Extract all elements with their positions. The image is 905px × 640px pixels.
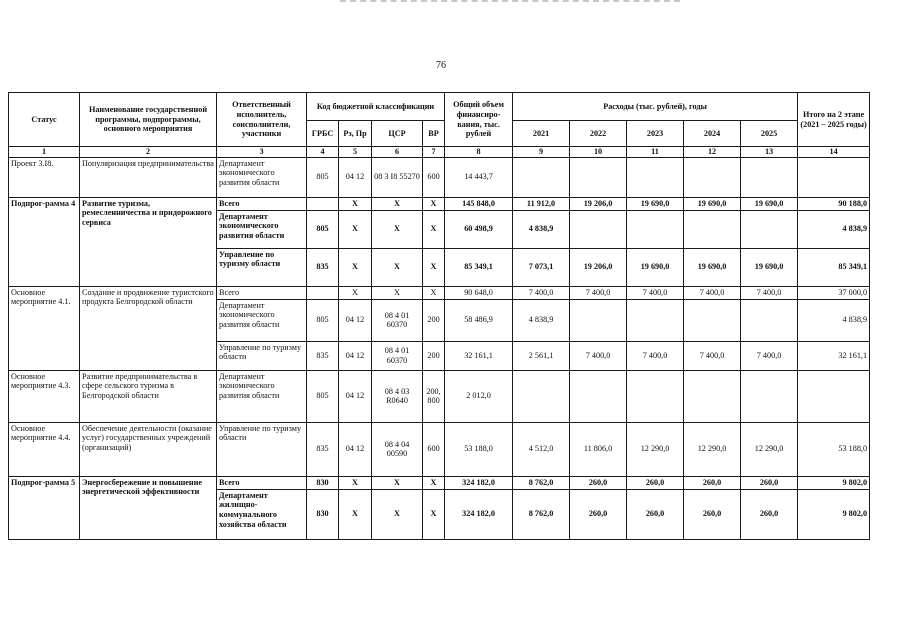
- cell-2025: 19 690,0: [741, 197, 798, 210]
- cell-total: 2 012,0: [445, 370, 513, 422]
- column-number: 2: [80, 147, 217, 158]
- cell-vr: X: [423, 476, 445, 489]
- row-responsible: Управление по туризму области: [217, 248, 307, 286]
- row-responsible: Всего: [217, 197, 307, 210]
- cell-rzpr: X: [339, 197, 372, 210]
- row-name: Развитие туризма, ремесленничества и придорожного сервиса: [80, 197, 217, 286]
- cell-2024: 260,0: [684, 476, 741, 489]
- header-year: 2023: [627, 121, 684, 147]
- cell-vr: 200, 800: [423, 370, 445, 422]
- cell-2023: [627, 299, 684, 341]
- cell-2025: 7 400,0: [741, 286, 798, 299]
- cell-2023: 260,0: [627, 489, 684, 539]
- cell-2022: [570, 210, 627, 248]
- cell-rzpr: X: [339, 286, 372, 299]
- cell-csr: X: [372, 197, 423, 210]
- cell-grbs: [307, 197, 339, 210]
- cell-2021: 8 762,0: [513, 489, 570, 539]
- cell-2021: 8 762,0: [513, 476, 570, 489]
- cell-rzpr: X: [339, 476, 372, 489]
- cell-2025: 260,0: [741, 476, 798, 489]
- column-number: 13: [741, 147, 798, 158]
- cell-grbs: 830: [307, 476, 339, 489]
- cell-rzpr: 04 12: [339, 299, 372, 341]
- cell-2025: [741, 157, 798, 197]
- cell-2023: 19 690,0: [627, 248, 684, 286]
- cell-2023: 19 690,0: [627, 197, 684, 210]
- cell-grbs: 835: [307, 422, 339, 476]
- cell-csr: X: [372, 210, 423, 248]
- cell-2022: 11 806,0: [570, 422, 627, 476]
- cell-total: 58 486,9: [445, 299, 513, 341]
- cell-2022: 260,0: [570, 489, 627, 539]
- cell-vr: X: [423, 197, 445, 210]
- column-number: 11: [627, 147, 684, 158]
- row-status: Основное мероприятие 4.3.: [9, 370, 80, 422]
- cell-csr: 08 4 01 60370: [372, 341, 423, 370]
- cell-total: 324 182,0: [445, 476, 513, 489]
- cell-2024: [684, 370, 741, 422]
- cell-vr: X: [423, 210, 445, 248]
- cell-vr: 200: [423, 299, 445, 341]
- cell-2025: 19 690,0: [741, 248, 798, 286]
- cell-2021: 7 073,1: [513, 248, 570, 286]
- row-responsible: Всего: [217, 286, 307, 299]
- table-row: [9, 197, 870, 210]
- header-year: 2022: [570, 121, 627, 147]
- cell-total: 90 648,0: [445, 286, 513, 299]
- cell-stage-total: 90 188,0: [798, 197, 870, 210]
- cell-stage-total: 37 000,0: [798, 286, 870, 299]
- cell-2025: [741, 299, 798, 341]
- row-name: Развитие предпринимательства в сфере сельского туризма в Белгородской области: [80, 370, 217, 422]
- column-number: 3: [217, 147, 307, 158]
- cell-2023: [627, 157, 684, 197]
- cell-2023: 7 400,0: [627, 286, 684, 299]
- cell-rzpr: X: [339, 248, 372, 286]
- cell-2025: 7 400,0: [741, 341, 798, 370]
- table-row: [9, 157, 870, 197]
- cell-total: 324 182,0: [445, 489, 513, 539]
- column-number: 5: [339, 147, 372, 158]
- header-vr: ВР: [423, 121, 445, 147]
- header-year: 2021: [513, 121, 570, 147]
- cell-csr: X: [372, 489, 423, 539]
- cell-2021: [513, 370, 570, 422]
- cell-csr: 08 4 03 R0640: [372, 370, 423, 422]
- cell-csr: 08 4 01 60370: [372, 299, 423, 341]
- row-responsible: Управление по туризму области: [217, 341, 307, 370]
- cell-2022: [570, 370, 627, 422]
- row-name: Обеспечение деятельности (оказание услуг) государственных учреждений (организаций): [80, 422, 217, 476]
- header-csr: ЦСР: [372, 121, 423, 147]
- cell-total: 14 443,7: [445, 157, 513, 197]
- table-row: [9, 286, 870, 299]
- row-responsible: Управление по туризму области: [217, 422, 307, 476]
- cell-grbs: [307, 286, 339, 299]
- cell-csr: 08 4 04 00590: [372, 422, 423, 476]
- cell-2021: 2 561,1: [513, 341, 570, 370]
- cell-2025: [741, 370, 798, 422]
- header-grbs: ГРБС: [307, 121, 339, 147]
- row-name: Создание и продвижение туристского продукта Белгородской области: [80, 286, 217, 370]
- cell-2021: 4 838,9: [513, 210, 570, 248]
- cell-2024: 7 400,0: [684, 341, 741, 370]
- row-responsible: Департамент экономического развития области: [217, 370, 307, 422]
- cell-vr: X: [423, 286, 445, 299]
- row-responsible: Департамент экономического развития области: [217, 210, 307, 248]
- cell-total: 53 188,0: [445, 422, 513, 476]
- cell-2023: 12 290,0: [627, 422, 684, 476]
- cell-grbs: 805: [307, 299, 339, 341]
- cell-stage-total: [798, 157, 870, 197]
- row-status: Основное мероприятие 4.4.: [9, 422, 80, 476]
- cell-grbs: 805: [307, 157, 339, 197]
- cell-rzpr: 04 12: [339, 157, 372, 197]
- cell-vr: 600: [423, 422, 445, 476]
- cell-2024: [684, 299, 741, 341]
- cell-csr: X: [372, 476, 423, 489]
- table-row: [9, 476, 870, 489]
- cell-grbs: 835: [307, 341, 339, 370]
- row-status: Подпрог-рамма 4: [9, 197, 80, 286]
- row-status: Основное мероприятие 4.1.: [9, 286, 80, 370]
- cell-2025: 12 290,0: [741, 422, 798, 476]
- header-stage-total: Итого на 2 этапе (2021 – 2025 годы): [798, 93, 870, 147]
- row-status: Подпрог-рамма 5: [9, 476, 80, 539]
- header-responsible: Ответственный исполнитель, соисполнители, участники: [217, 93, 307, 147]
- cell-stage-total: 9 802,0: [798, 489, 870, 539]
- cell-total: 60 498,9: [445, 210, 513, 248]
- cell-stage-total: 53 188,0: [798, 422, 870, 476]
- table-row: [9, 370, 870, 422]
- cell-2024: 7 400,0: [684, 286, 741, 299]
- cell-grbs: 830: [307, 489, 339, 539]
- table-row: [9, 422, 870, 476]
- cell-csr: X: [372, 286, 423, 299]
- header-year: 2025: [741, 121, 798, 147]
- cell-stage-total: 9 802,0: [798, 476, 870, 489]
- cell-stage-total: 85 349,1: [798, 248, 870, 286]
- cell-2025: [741, 210, 798, 248]
- cell-2023: 260,0: [627, 476, 684, 489]
- header-year: 2024: [684, 121, 741, 147]
- cell-2022: 19 206,0: [570, 197, 627, 210]
- cell-vr: X: [423, 489, 445, 539]
- cell-2021: [513, 157, 570, 197]
- cell-stage-total: 32 161,1: [798, 341, 870, 370]
- cell-vr: 200: [423, 341, 445, 370]
- header-total-volume: Общий объем финансиро-вания, тыс. рублей: [445, 93, 513, 147]
- column-number: 6: [372, 147, 423, 158]
- cell-2024: 260,0: [684, 489, 741, 539]
- row-responsible: Департамент экономического развития области: [217, 157, 307, 197]
- cell-stage-total: 4 838,9: [798, 210, 870, 248]
- cell-rzpr: X: [339, 489, 372, 539]
- cell-2024: 19 690,0: [684, 248, 741, 286]
- cell-2021: 7 400,0: [513, 286, 570, 299]
- cell-2022: [570, 299, 627, 341]
- cell-rzpr: 04 12: [339, 422, 372, 476]
- cell-total: 85 349,1: [445, 248, 513, 286]
- cell-2022: 7 400,0: [570, 286, 627, 299]
- cell-stage-total: 4 838,9: [798, 299, 870, 341]
- row-name: Популяризация предпринимательства: [80, 157, 217, 197]
- cell-2024: [684, 157, 741, 197]
- cell-2023: [627, 210, 684, 248]
- cell-rzpr: 04 12: [339, 370, 372, 422]
- column-number: 4: [307, 147, 339, 158]
- cell-csr: X: [372, 248, 423, 286]
- cell-csr: 08 3 I8 55270: [372, 157, 423, 197]
- cell-stage-total: [798, 370, 870, 422]
- column-number: 1: [9, 147, 80, 158]
- cell-2022: 19 206,0: [570, 248, 627, 286]
- column-number: 7: [423, 147, 445, 158]
- row-name: Энергосбережение и повышение энергетической эффективности: [80, 476, 217, 539]
- scan-artifact-top: [340, 0, 680, 5]
- cell-total: 145 848,0: [445, 197, 513, 210]
- column-number: 10: [570, 147, 627, 158]
- cell-2021: 4 512,0: [513, 422, 570, 476]
- cell-2024: 19 690,0: [684, 197, 741, 210]
- cell-2024: [684, 210, 741, 248]
- header-expenses: Расходы (тыс. рублей), годы: [513, 93, 798, 121]
- header-status: Статус: [9, 93, 80, 147]
- cell-2022: 7 400,0: [570, 341, 627, 370]
- cell-total: 32 161,1: [445, 341, 513, 370]
- column-number: 14: [798, 147, 870, 158]
- cell-2021: 11 912,0: [513, 197, 570, 210]
- cell-2023: 7 400,0: [627, 341, 684, 370]
- row-responsible: Департамент экономического развития области: [217, 299, 307, 341]
- header-budget-code: Код бюджетной классификации: [307, 93, 445, 121]
- budget-table: [8, 92, 870, 540]
- column-number: 12: [684, 147, 741, 158]
- column-number: 8: [445, 147, 513, 158]
- cell-grbs: 805: [307, 370, 339, 422]
- page-number: 76: [436, 60, 446, 71]
- cell-rzpr: 04 12: [339, 341, 372, 370]
- cell-vr: X: [423, 248, 445, 286]
- cell-rzpr: X: [339, 210, 372, 248]
- cell-2021: 4 838,9: [513, 299, 570, 341]
- column-number: 9: [513, 147, 570, 158]
- cell-2022: 260,0: [570, 476, 627, 489]
- cell-grbs: 805: [307, 210, 339, 248]
- header-rzpr: Рз, Пр: [339, 121, 372, 147]
- row-status: Проект 3.I8.: [9, 157, 80, 197]
- cell-2022: [570, 157, 627, 197]
- cell-vr: 600: [423, 157, 445, 197]
- cell-2024: 12 290,0: [684, 422, 741, 476]
- row-responsible: Департамент жилищно-коммунального хозяйства области: [217, 489, 307, 539]
- cell-2025: 260,0: [741, 489, 798, 539]
- header-name: Наименование государственной программы, подпрограммы, основного мероприятия: [80, 93, 217, 147]
- row-responsible: Всего: [217, 476, 307, 489]
- cell-2023: [627, 370, 684, 422]
- cell-grbs: 835: [307, 248, 339, 286]
